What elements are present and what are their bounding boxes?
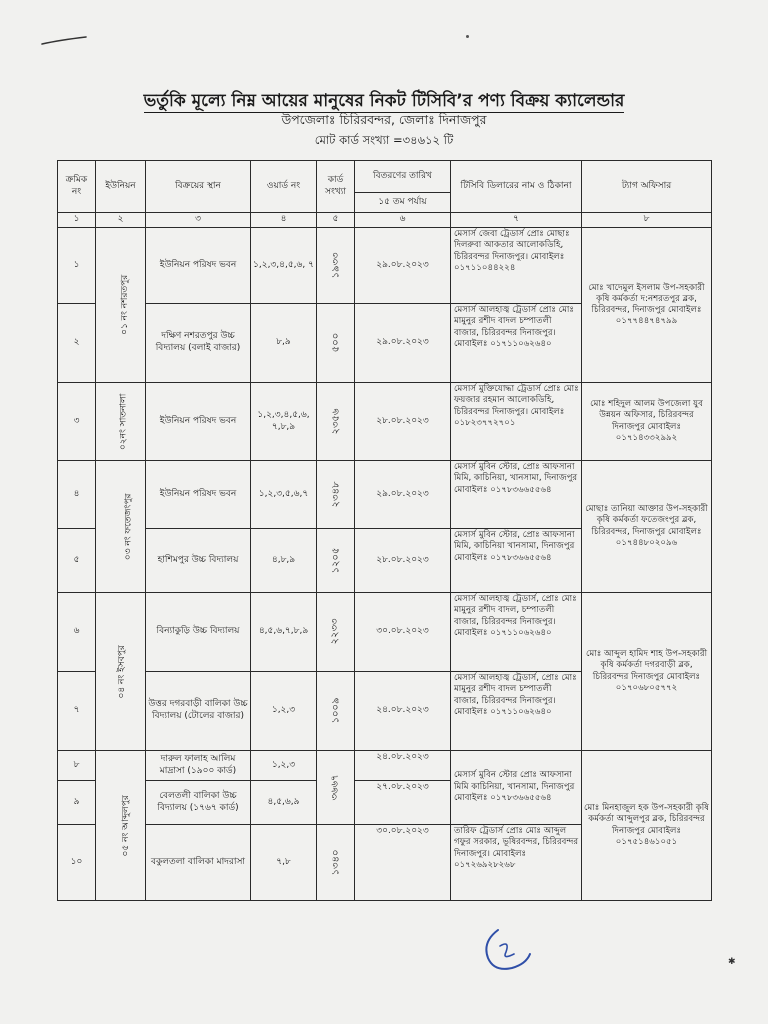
header-date: বিতরণের তারিখ — [355, 161, 451, 193]
row-ward: ৪,৫,৬,৭,৮,৯ — [251, 593, 317, 672]
row-serial: ১ — [58, 228, 96, 304]
header-dealer: টিসিবি ডিলারের নাম ও ঠিকানা — [451, 161, 582, 213]
header-date-phase: ১৫ তম পর্যায় — [355, 193, 451, 213]
row-cards-cell — [317, 825, 355, 901]
document-title: ভর্তুকি মূল্যে নিম্ন আয়ের মানুষের নিকট টিসিবি’র পণ্য বিক্রয় ক্যালেন্ডার — [143, 91, 625, 111]
row-cards: ২৩৫৬ — [330, 408, 341, 435]
table-row — [58, 461, 712, 529]
row-cards: ১২০৫ — [329, 547, 341, 574]
row-date: ২৮.০৮.২০২৩ — [355, 383, 451, 461]
col-number: ৮ — [582, 213, 712, 228]
row-date: ২৪.০৮.২০২৩ — [355, 672, 451, 751]
row-serial: ৬ — [58, 593, 96, 672]
row-cards: ৩৬৬৭ — [329, 774, 341, 801]
header-officer: ট্যাগ অফিসার — [582, 161, 712, 213]
row-date: ২৯.০৮.২০২৩ — [355, 228, 451, 304]
row-place: বিন্যাকুড়ি উচ্চ বিদ্যালয় — [146, 593, 251, 672]
row-cards: ৫০০ — [330, 332, 341, 353]
row-date: ২৮.০৮.২০২৩ — [355, 529, 451, 593]
row-cards-cell — [317, 672, 355, 751]
union-cell — [96, 383, 146, 461]
header-place: বিক্রয়ের স্থান — [146, 161, 251, 213]
row-cards-cell — [317, 228, 355, 304]
union-cell — [96, 751, 146, 901]
row-place: দক্ষিণ নশরতপুর উচ্চ বিদ্যালয় (বলাই বাজার) — [146, 304, 251, 383]
row-ward: ১,২,৩ — [251, 751, 317, 781]
row-ward: ৮,৯ — [251, 304, 317, 383]
tag-officer: মোঃ খাদেমুল ইসলাম উপ-সহকারী কৃষি কর্মকর্তা দ:নশরতপুর ব্লক, চিরিরবন্দর, দিনাজপুর মোবাইলঃ ০১৭৭৪৪৭৪৭৯৯ — [582, 228, 712, 383]
row-dealer: মেসার্স আলহাজ্ব ট্রেডার্স প্রোঃ মোঃ মামুনুর রশীদ বাদল চম্পাতলী বাজার, চিরিরবন্দর দিনাজপুর। মোবাইলঃ ০১৭১১০৬২৬৪০ — [451, 304, 582, 383]
col-number: ১ — [58, 213, 96, 228]
row-serial: ৩ — [58, 383, 96, 461]
row-dealer: মেসার্স আলহাজ্ব ট্রেডার্স, প্রোঃ মোঃ মামুনুর রশীদ বাদল চম্পাতলী বাজার, চিরিরবন্দর দিনাজপুর। মোবাইলঃ ০১৭১১০৬২৬৪০ — [451, 672, 582, 751]
row-ward: ১,২,৩,৫,৬,৭ — [251, 461, 317, 529]
tag-officer: মোছাঃ তানিয়া আক্তার উপ-সহকারী কৃষি কর্মকর্তা ফতেজংপুর ব্লক, চিরিরবন্দর, দিনাজপুর মোবাইলঃ ০১৭৪৪৮০২০৯৬ — [582, 461, 712, 593]
col-number: ৪ — [251, 213, 317, 228]
row-serial: ৪ — [58, 461, 96, 529]
col-number: ২ — [96, 213, 146, 228]
row-serial: ৯ — [58, 781, 96, 825]
col-number: ৬ — [355, 213, 451, 228]
row-dealer: মেসার্স মুবিন স্টোর, প্রোঃ আফসানা মিমি, কাচিনিয়া, খানসামা, দিনাজপুর মোবাইলঃ ০১৭৮৩৬৬৫৫৬৪ — [451, 461, 582, 529]
row-place: উত্তর দগরবাড়ী বালিকা উচ্চ বিদ্যালয় (টোলের বাজার) — [146, 672, 251, 751]
pen-stroke-mark — [40, 36, 88, 46]
signature-mark — [476, 924, 534, 976]
total-cards: মোট কার্ড সংখ্যা =৩৪৬১২ টি — [314, 133, 454, 147]
row-dealer: মেসার্স মুবিন স্টোর, প্রোঃ আফসানা মিমি, কাচিনিয়া খানসামা, দিনাজপুর মোবাইলঃ ০১৭৮৩৬৬৫৫৬৪ — [451, 529, 582, 593]
row-ward: ৪,৫,৬,৯ — [251, 781, 317, 825]
tag-officer: মোঃ মিনহাজুল হক উপ-সহকারী কৃষি কর্মকর্তা আব্দুলপুর ব্লক, চিরিরবন্দর দিনাজপুর মোবাইলঃ ০১৭৫১৪৬১০৫১ — [582, 751, 712, 901]
union-name: ০২নং সাতনালা — [118, 393, 129, 450]
col-number: ৭ — [451, 213, 582, 228]
union-name: ০৪ নং ইসবপুর — [116, 644, 127, 699]
row-cards-cell — [317, 383, 355, 461]
column-number-row — [58, 213, 712, 228]
row-ward: ৭,৮ — [251, 825, 317, 901]
row-date: ২৯.০৮.২০২৩ — [355, 461, 451, 529]
row-dealer: মেসার্স মুক্তিযোদ্ধা ট্রেডার্স প্রোঃ মোঃ ফয়জার রহমান আলোকডিহি, চিরিরবন্দর দিনাজপুর। মোবাইলঃ ০১৮২৩৭৭২৭০১ — [451, 383, 582, 461]
header-serial: ক্রমিক নং — [58, 161, 96, 213]
header-row — [58, 161, 712, 193]
header-ward: ওয়ার্ড নং — [251, 161, 317, 213]
row-place: ইউনিয়ন পরিষদ ভবন — [146, 228, 251, 304]
union-name: ০১ নং নশরতপুর — [120, 274, 131, 336]
speck — [466, 35, 469, 38]
row-serial: ৭ — [58, 672, 96, 751]
row-serial: ৮ — [58, 751, 96, 781]
union-name: ০৩ নং ফতেজংপুর — [123, 493, 134, 560]
table-row — [58, 228, 712, 304]
row-cards: ১৯৩৩ — [329, 252, 341, 279]
document-subtitle: উপজেলাঃ চিরিরবন্দর, জেলাঃ দিনাজপুর — [281, 112, 487, 127]
table-row — [58, 383, 712, 461]
union-cell — [96, 593, 146, 751]
row-serial: ১০ — [58, 825, 96, 901]
row-cards-cell — [317, 751, 355, 825]
header-union: ইউনিয়ন — [96, 161, 146, 213]
row-ward: ১,২,৩,৪,৫,৬, ৭ — [251, 228, 317, 304]
row-serial: ২ — [58, 304, 96, 383]
row-date: ২৪.০৮.২০২৩ — [355, 751, 451, 781]
row-place: বেলতলী বালিকা উচ্চ বিদ্যালয় (১৭৬৭ কার্ড) — [146, 781, 251, 825]
row-cards: ১৩৪০ — [329, 849, 341, 876]
row-serial: ৫ — [58, 529, 96, 593]
row-ward: ১,২,৩ — [251, 672, 317, 751]
col-number: ৩ — [146, 213, 251, 228]
row-cards-cell — [317, 461, 355, 529]
row-place: ইউনিয়ন পরিষদ ভবন — [146, 383, 251, 461]
stray-mark: ✱ — [728, 957, 736, 967]
union-name: ০৫ নং আব্দুলপুর — [120, 794, 131, 857]
row-place: হাশিমপুর উচ্চ বিদ্যালয় — [146, 529, 251, 593]
row-dealer: মেসার্স মুবিন স্টোর প্রোঃ আফসানা মিমি কাচিনিয়া, খানসামা, দিনাজপুর মোবাইলঃ ০১৭৮৩৬৬৫৫৬৪ — [451, 751, 582, 825]
col-number: ৫ — [317, 213, 355, 228]
row-ward: ১,২,৩,৪,৫,৬, ৭,৮,৯ — [251, 383, 317, 461]
row-cards: ২২৩৩ — [329, 618, 341, 645]
union-cell — [96, 228, 146, 383]
row-dealer: মেসার্স জেবা ট্রেডার্স প্রোঃ মোছাঃ দিলরুবা আকতার আলোকডিহি, চিরিরবন্দর দিনাজপুর। মোবাইলঃ ০১৭১১০৪৪২২৪ — [451, 228, 582, 304]
row-date: ৩০.০৮.২০২৩ — [355, 593, 451, 672]
table-row — [58, 593, 712, 672]
header-cards: কার্ড সংখ্যা — [317, 161, 355, 213]
row-place: দারুল ফালাহ আলিম মাদ্রাসা (১৯০০ কার্ড) — [146, 751, 251, 781]
row-date: ৩০.০৮.২০২৩ — [355, 825, 451, 901]
row-place: ইউনিয়ন পরিষদ ভবন — [146, 461, 251, 529]
distribution-table — [57, 160, 712, 901]
row-date: ২৭.০৮.২০২৩ — [355, 781, 451, 825]
row-dealer: মেসার্স আলহাজ্ব ট্রেডার্স, প্রোঃ মোঃ মামুনুর রশীদ বাদল, চম্পাতলী বাজার, চিরিরবন্দর দিনাজপুর। মোবাইলঃ ০১৭১১০৬২৬৪০ — [451, 593, 582, 672]
row-place: বকুলতলা বালিকা মাদরাসা — [146, 825, 251, 901]
row-ward: ৪,৮,৯ — [251, 529, 317, 593]
table-row — [58, 751, 712, 781]
row-cards: ২৩৪৮ — [329, 481, 341, 508]
row-date: ২৯.০৮.২০২৩ — [355, 304, 451, 383]
tag-officer: মোঃ আব্দুল হামিদ শাহ উপ-সহকারী কৃষি কর্মকর্তা দগরবাড়ী ব্লক, চিরিরবন্দর দিনাজপুর মোবাইলঃ ০১৭০৬৮০৫৭৭২ — [582, 593, 712, 751]
row-cards-cell — [317, 304, 355, 383]
tag-officer: মোঃ শহিদুল আলম উপজেলা যুব উন্নয়ন অফিসার, চিরিরবন্দর দিনাজপুর মোবাইলঃ ০১৭১৪৩৩২৯৯২ — [582, 383, 712, 461]
row-dealer: তারিফ ট্রেডার্স প্রোঃ মোঃ আব্দুল গফুর সরকার, ভূষিরবন্দর, চিরিরবন্দর দিনাজপুর। মোবাইলঃ ০১৭২৬৯২৮২৬৮ — [451, 825, 582, 901]
row-cards-cell — [317, 593, 355, 672]
row-cards-cell — [317, 529, 355, 593]
row-cards: ১০০৯ — [329, 697, 341, 724]
union-cell — [96, 461, 146, 593]
